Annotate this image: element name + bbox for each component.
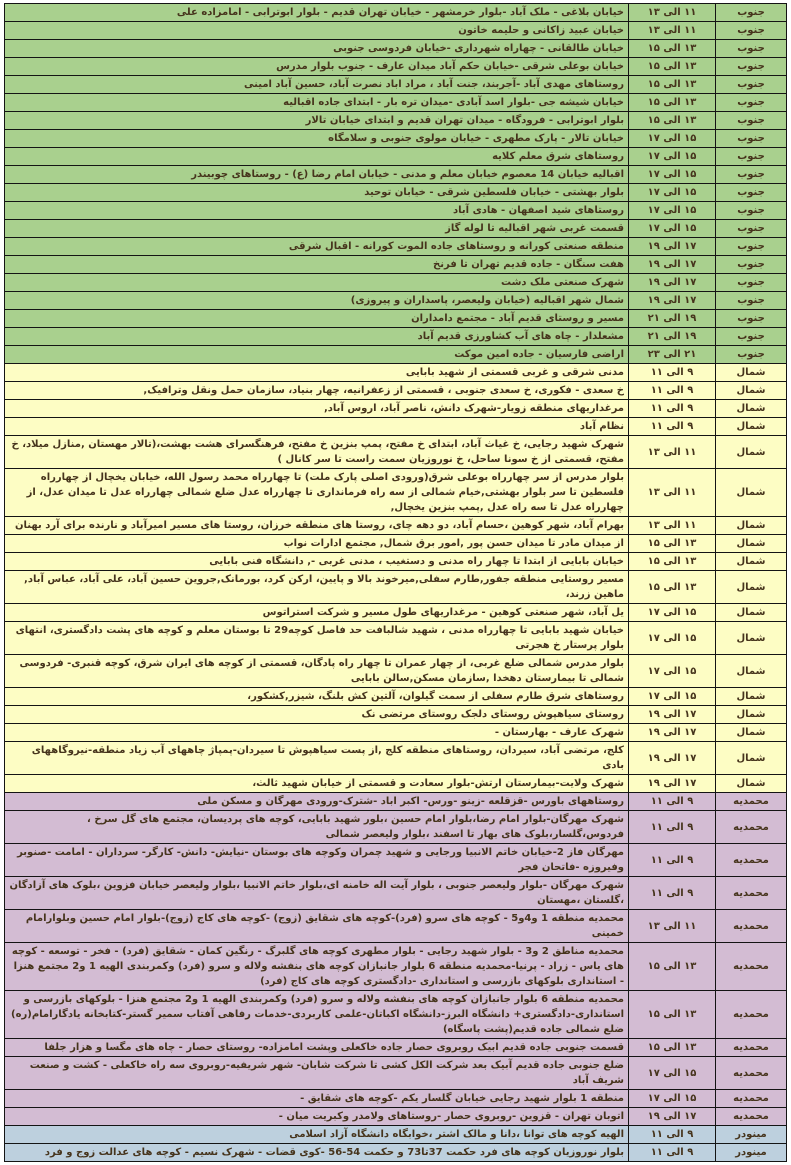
table-row	[5, 58, 787, 76]
time-cell: ۱۱ الی ۱۳	[629, 517, 716, 535]
time-cell: ۱۵ الی ۱۷	[629, 130, 716, 148]
region-cell: شمال	[716, 688, 787, 706]
outage-schedule-table	[4, 3, 787, 1162]
time-cell: ۱۵ الی ۱۷	[629, 622, 716, 655]
time-cell: ۱۱ الی ۱۳	[629, 4, 716, 22]
region-cell: محمدیه	[716, 811, 787, 844]
table-row	[5, 688, 787, 706]
region-cell: محمدیه	[716, 943, 787, 991]
table-row	[5, 364, 787, 382]
area-cell: محمدیه مناطق 2 و3 - بلوار شهید رجایی - بلوار مطهری کوچه های گلبرگ - رنگین کمان - شقایق (فرد) - فخر - توسعه - کوچه های یاس - زراد - پرنیا-محمدیه منطقه 6 بلوار جانبازان کوچه های بنفشه ولاله و سرو (فرد) وکمربندی الهیه 1 و2 مجتمع هنزا - استانداری بلوکهای بازرسی و استانداری -دادگستری کوچه های کاج (فرد)	[5, 943, 629, 991]
area-cell: کلج، مرتضی آباد، سیردان، روستاهای منطقه کلج ,از پست سیاهپوش تا سیردان-پمپاژ چاههای آب زیاد منطقه-نیروگاههای بادی	[5, 742, 629, 775]
table-row	[5, 4, 787, 22]
table-row	[5, 148, 787, 166]
area-cell: محمدیه منطقه 1 و4و5 - کوچه های سرو (فرد)-کوچه های شقایق (زوج) -کوچه های کاج (زوج)-بلوار امام حسین وبلوارامام خمینی	[5, 910, 629, 943]
region-cell: شمال	[716, 364, 787, 382]
time-cell: ۱۳ الی ۱۵	[629, 112, 716, 130]
time-cell: ۹ الی ۱۱	[629, 1126, 716, 1144]
region-cell: محمدیه	[716, 1108, 787, 1126]
table-row	[5, 400, 787, 418]
area-cell: مهرگان فاز 2-خیابان خاتم الانبیا ورجایی و شهید چمران وکوچه های بوستان -نیایش- دانش- کارگر- سرداران - امامت -صنوبر وفیروزه -فاتحان فجر	[5, 844, 629, 877]
region-cell: جنوب	[716, 220, 787, 238]
time-cell: ۹ الی ۱۱	[629, 382, 716, 400]
table-row	[5, 655, 787, 688]
time-cell: ۱۳ الی ۱۵	[629, 94, 716, 112]
region-cell: شمال	[716, 571, 787, 604]
area-cell: شهرک مهرگان -بلوار ولیعصر جنوبی ، بلوار آیت اله خامنه ای،بلوار خاتم الانبیا ،بلوار ولیعصر خیابان فزوین ،بلوک های آزادگان ،گلستان ،مهستان	[5, 877, 629, 910]
table-row	[5, 553, 787, 571]
region-cell: شمال	[716, 418, 787, 436]
region-cell: شمال	[716, 382, 787, 400]
region-cell: جنوب	[716, 274, 787, 292]
area-cell: یل آباد، شهر صنعتی کوهین - مرغداریهای طول مسیر و شرکت استراتوس	[5, 604, 629, 622]
region-cell: شمال	[716, 706, 787, 724]
region-cell: محمدیه	[716, 1090, 787, 1108]
time-cell: ۱۱ الی ۱۳	[629, 22, 716, 40]
table-row	[5, 436, 787, 469]
region-cell: جنوب	[716, 292, 787, 310]
area-cell: روستاهای شید اصفهان - هادی آباد	[5, 202, 629, 220]
time-cell: ۱۷ الی ۱۹	[629, 742, 716, 775]
region-cell: جنوب	[716, 130, 787, 148]
time-cell: ۱۳ الی ۱۵	[629, 943, 716, 991]
table-row	[5, 535, 787, 553]
region-cell: جنوب	[716, 202, 787, 220]
area-cell: خیابان طالقانی - چهاراه شهرداری -خیابان فردوسی جنوبی	[5, 40, 629, 58]
time-cell: ۱۷ الی ۱۹	[629, 274, 716, 292]
time-cell: ۱۵ الی ۱۷	[629, 202, 716, 220]
region-cell: جنوب	[716, 4, 787, 22]
region-cell: جنوب	[716, 328, 787, 346]
region-cell: جنوب	[716, 112, 787, 130]
table-row	[5, 112, 787, 130]
time-cell: ۹ الی ۱۱	[629, 1144, 716, 1162]
region-cell: شمال	[716, 469, 787, 517]
area-cell: خیابان تالار - پارک مطهری - خیابان مولوی جنوبی و سلامگاه	[5, 130, 629, 148]
area-cell: اراضی فارسیان - جاده امین موکت	[5, 346, 629, 364]
time-cell: ۱۳ الی ۱۵	[629, 553, 716, 571]
table-row	[5, 622, 787, 655]
table-row	[5, 130, 787, 148]
region-cell: جنوب	[716, 76, 787, 94]
region-cell: شمال	[716, 517, 787, 535]
time-cell: ۹ الی ۱۱	[629, 844, 716, 877]
table-row	[5, 1126, 787, 1144]
region-cell: محمدیه	[716, 1039, 787, 1057]
outage-table-body	[5, 4, 787, 1162]
time-cell: ۱۵ الی ۱۷	[629, 1090, 716, 1108]
area-cell: الهیه کوچه های توانا ،دانا و مالک اشتر ،خوابگاه دانشگاه آزاد اسلامی	[5, 1126, 629, 1144]
area-cell: خیابان شیشه جی -بلوار اسد آبادی -میدان تره بار - ابتدای جاده اقبالیه	[5, 94, 629, 112]
table-row	[5, 706, 787, 724]
region-cell: شمال	[716, 724, 787, 742]
area-cell: روستاهای مهدی آباد -آجربند، جنت آباد ، مراد اباد نصرت آباد، حسین آباد امینی	[5, 76, 629, 94]
time-cell: ۱۷ الی ۱۹	[629, 1108, 716, 1126]
time-cell: ۱۳ الی ۱۵	[629, 535, 716, 553]
time-cell: ۱۵ الی ۱۷	[629, 184, 716, 202]
area-cell: نظام آباد	[5, 418, 629, 436]
area-cell: شهرک مهرگان-بلوار امام رضا،بلوار امام حسین ،بلور شهید بابایی، کوچه های پردیسان، مجتمع های گل سرخ ، فردوس،گلسار،بلوک های بهار تا اسفند ،بلوار ولیعصر شمالی	[5, 811, 629, 844]
time-cell: ۹ الی ۱۱	[629, 877, 716, 910]
table-row	[5, 418, 787, 436]
time-cell: ۱۱ الی ۱۳	[629, 910, 716, 943]
region-cell: مینودر	[716, 1144, 787, 1162]
time-cell: ۲۱ الی ۲۳	[629, 346, 716, 364]
time-cell: ۱۹ الی ۲۱	[629, 328, 716, 346]
area-cell: خیابان عبید زاکانی و حلیمه خاتون	[5, 22, 629, 40]
time-cell: ۱۳ الی ۱۵	[629, 991, 716, 1039]
table-row	[5, 274, 787, 292]
area-cell: خیابان شهید بابایی تا چهارراه مدنی ، شهید شالبافت حد فاصل کوچه29 تا بوستان معلم و کوچه های پشت دادگستری، انتهای بلوار پرستار خ هجرتی	[5, 622, 629, 655]
time-cell: ۱۵ الی ۱۷	[629, 1057, 716, 1090]
table-row	[5, 166, 787, 184]
time-cell: ۱۷ الی ۱۹	[629, 775, 716, 793]
area-cell: قسمت جنوبی جاده قدیم ابیک روبروی حصار جاده خاکعلی وپشت امامزاده- روستای حصار - چاه های مگسا و هزار جلفا	[5, 1039, 629, 1057]
region-cell: جنوب	[716, 94, 787, 112]
table-row	[5, 256, 787, 274]
area-cell: قسمت غربی شهر اقبالیه تا لوله گاز	[5, 220, 629, 238]
area-cell: روستاهای شرق طارم سفلی از سمت گیلوان، آلتین کش بلنگ، شیزر,کشکور،	[5, 688, 629, 706]
area-cell: منطقه 1 بلوار شهید رجایی خیابان گلسار یکم -کوچه های شقایق -	[5, 1090, 629, 1108]
table-row	[5, 1057, 787, 1090]
area-cell: شهرک ولایت-بیمارستان ارتش-بلوار سعادت و قسمتی از خیابان شهید ثالث،	[5, 775, 629, 793]
table-row	[5, 94, 787, 112]
time-cell: ۱۹ الی ۲۱	[629, 310, 716, 328]
area-cell: خیابان بلاغی - ملک آباد -بلوار خرمشهر - خیابان تهران قدیم - بلوار ابوترابی - امامزاده علی	[5, 4, 629, 22]
area-cell: شمال شهر اقبالیه (خیابان ولیعصر، پاسداران و پیروزی)	[5, 292, 629, 310]
region-cell: محمدیه	[716, 844, 787, 877]
table-row	[5, 382, 787, 400]
region-cell: جنوب	[716, 346, 787, 364]
region-cell: مینودر	[716, 1126, 787, 1144]
area-cell: مشعلدار - چاه های آب کشاورزی قدیم آباد	[5, 328, 629, 346]
time-cell: ۱۳ الی ۱۵	[629, 76, 716, 94]
area-cell: بلوار مدرس از سر چهارراه بوعلی شرق(ورودی اصلی پارک ملت) تا چهارراه محمد رسول الله، خیابان یخچال از چهارراه فلسطین تا سر بلوار بهشتی,خیام شمالی از سه راه فرمانداری تا چهارراه عدل ضلع شمالی چهارراه عدل تا میدان عدل، از چهارراه عدل تا سه راه عدل ,پمپ بنزین یخچال,	[5, 469, 629, 517]
time-cell: ۱۵ الی ۱۷	[629, 655, 716, 688]
time-cell: ۱۳ الی ۱۵	[629, 58, 716, 76]
region-cell: شمال	[716, 553, 787, 571]
table-row	[5, 517, 787, 535]
region-cell: شمال	[716, 604, 787, 622]
area-cell: خ سعدی - فکوری، خ سعدی جنوبی ، قسمتی از زعفرانیه، چهار بنیاد، سازمان حمل ونقل وترافیک,	[5, 382, 629, 400]
region-cell: شمال	[716, 436, 787, 469]
table-row	[5, 943, 787, 991]
table-row	[5, 469, 787, 517]
region-cell: محمدیه	[716, 877, 787, 910]
area-cell: مسیر روستایی منطقه جفور,طارم سفلی,میرخوند بالا و پایین، ارکن کرد، بورمانک,جروین حسین آباد، علی آباد، عباس آباد, ماهین زرند،	[5, 571, 629, 604]
table-row	[5, 775, 787, 793]
time-cell: ۱۷ الی ۱۹	[629, 292, 716, 310]
time-cell: ۱۱ الی ۱۳	[629, 436, 716, 469]
region-cell: جنوب	[716, 148, 787, 166]
time-cell: ۹ الی ۱۱	[629, 364, 716, 382]
table-row	[5, 1144, 787, 1162]
region-cell: جنوب	[716, 184, 787, 202]
table-row	[5, 1039, 787, 1057]
area-cell: شهرک عارف - بهارستان -	[5, 724, 629, 742]
region-cell: جنوب	[716, 58, 787, 76]
area-cell: شهرک شهید رجایی، خ غیاث آباد، ابتدای خ مفتح، پمپ بنزین خ مفتح، فرهنگسرای هشت بهشت،(تالار مهستان ,منازل میلاد، خ مفتح، قسمتی از خ سونا ساحل، خ نوروزیان سمت راست تا سر کانال )	[5, 436, 629, 469]
time-cell: ۱۵ الی ۱۷	[629, 220, 716, 238]
region-cell: محمدیه	[716, 910, 787, 943]
area-cell: خیابان بوعلی شرقی -خیابان حکم آباد میدان عارف - جنوب بلوار مدرس	[5, 58, 629, 76]
time-cell: ۱۳ الی ۱۵	[629, 40, 716, 58]
table-row	[5, 604, 787, 622]
time-cell: ۹ الی ۱۱	[629, 811, 716, 844]
region-cell: شمال	[716, 655, 787, 688]
region-cell: شمال	[716, 622, 787, 655]
table-row	[5, 40, 787, 58]
area-cell: بلوار بهشتی - خیابان فلسطین شرقی - خیابان توحید	[5, 184, 629, 202]
table-row	[5, 742, 787, 775]
table-row	[5, 22, 787, 40]
time-cell: ۱۷ الی ۱۹	[629, 706, 716, 724]
area-cell: روستای سیاهپوش روستای دلجک روستای مرتضی نک	[5, 706, 629, 724]
region-cell: جنوب	[716, 238, 787, 256]
region-cell: محمدیه	[716, 1057, 787, 1090]
table-row	[5, 877, 787, 910]
table-row	[5, 76, 787, 94]
time-cell: ۱۷ الی ۱۹	[629, 724, 716, 742]
time-cell: ۱۷ الی ۱۹	[629, 256, 716, 274]
area-cell: بلوار مدرس شمالی ضلع غربی، از چهار عمران تا چهار راه پادگان، قسمتی از کوچه های ایران شرق، کوچه قنبری- فردوسی شمالی تا بیمارستان دهخدا ,سازمان مسکن,سالن بابایی	[5, 655, 629, 688]
time-cell: ۱۳ الی ۱۵	[629, 571, 716, 604]
time-cell: ۱۵ الی ۱۷	[629, 688, 716, 706]
area-cell: بلوار نوروزیان کوچه های فرد حکمت 37تا73 و حکمت 54-56 -کوی قضات - شهرک نسیم - کوچه های عدالت زوج و فرد	[5, 1144, 629, 1162]
area-cell: مرغداریهای منطقه زویار-شهرک دانش، ناصر آباد، اروس آباد,	[5, 400, 629, 418]
area-cell: روستاههای باورس -قزقلعه -زینو -ورس- اکبر اباد -شترک-ورودی مهرگان و مسکن ملی	[5, 793, 629, 811]
time-cell: ۱۵ الی ۱۷	[629, 604, 716, 622]
area-cell: از میدان مادر تا میدان حسن پور ,امور برق شمال, مجتمع ادارات نواب	[5, 535, 629, 553]
table-row	[5, 202, 787, 220]
area-cell: بهرام آباد، شهر کوهین ،حسام آباد، دو دهه چای، روستا های منطقه خرزان، روستا های مسیر امیرآباد و نارنده برای آرد بهنان	[5, 517, 629, 535]
area-cell: منطقه صنعتی کورانه و روستاهای جاده الموت کورانه - اقبال شرقی	[5, 238, 629, 256]
region-cell: شمال	[716, 400, 787, 418]
area-cell: مسیر و روستای قدیم آباد - مجتمع دامداران	[5, 310, 629, 328]
area-cell: بلوار ابوترابی - فرودگاه - میدان تهران قدیم و ابتدای خیابان تالار	[5, 112, 629, 130]
table-row	[5, 724, 787, 742]
table-row	[5, 184, 787, 202]
area-cell: شهرک صنعتی ملک دشت	[5, 274, 629, 292]
area-cell: هفت سنگان - جاده قدیم تهران تا فرنخ	[5, 256, 629, 274]
time-cell: ۹ الی ۱۱	[629, 418, 716, 436]
table-row	[5, 292, 787, 310]
area-cell: اتوبان تهران - قزوین -روبروی حصار -روستاهای ولامدر وکبریت میان -	[5, 1108, 629, 1126]
table-row	[5, 793, 787, 811]
region-cell: محمدیه	[716, 793, 787, 811]
area-cell: مدنی شرقی و غربی قسمتی از شهید بابایی	[5, 364, 629, 382]
area-cell: ضلع جنوبی جاده قدیم آبیک بعد شرکت الکل کشی تا شرکت شابان- شهر شریفیه-روبروی سه راه خاکعلی - کشت و صنعت شریف آباد	[5, 1057, 629, 1090]
table-row	[5, 310, 787, 328]
time-cell: ۱۳ الی ۱۵	[629, 1039, 716, 1057]
time-cell: ۱۵ الی ۱۷	[629, 166, 716, 184]
region-cell: شمال	[716, 742, 787, 775]
area-cell: اقبالیه خیابان 14 معصوم خیابان معلم و مدنی - خیابان امام رضا (ع) - روستاهای چوبیندر	[5, 166, 629, 184]
table-row	[5, 1108, 787, 1126]
time-cell: ۱۱ الی ۱۳	[629, 469, 716, 517]
region-cell: شمال	[716, 775, 787, 793]
time-cell: ۹ الی ۱۱	[629, 400, 716, 418]
region-cell: جنوب	[716, 256, 787, 274]
table-row	[5, 238, 787, 256]
region-cell: جنوب	[716, 310, 787, 328]
time-cell: ۹ الی ۱۱	[629, 793, 716, 811]
area-cell: محمدیه منطقه 6 بلوار جانبازان کوچه های بنفشه ولاله و سرو (فرد) وکمربندی الهیه 1 و2 مجتمع هنزا - بلوکهای بازرسی و استانداری-دادگستری+ دانشگاه البرز-دانشگاه اکباتان-علمی کاربردی-خدمات رفاهی آفتاب سمیر گستر-کتابخانه یادگارامام(ره) ضلع شمالی جاده قدیم(پشت پاسگاه)	[5, 991, 629, 1039]
table-row	[5, 910, 787, 943]
table-row	[5, 571, 787, 604]
time-cell: ۱۷ الی ۱۹	[629, 238, 716, 256]
region-cell: شمال	[716, 535, 787, 553]
region-cell: محمدیه	[716, 991, 787, 1039]
table-row	[5, 346, 787, 364]
time-cell: ۱۵ الی ۱۷	[629, 148, 716, 166]
table-row	[5, 991, 787, 1039]
region-cell: جنوب	[716, 22, 787, 40]
table-row	[5, 328, 787, 346]
area-cell: روستاهای شرق معلم کلایه	[5, 148, 629, 166]
table-row	[5, 811, 787, 844]
area-cell: خیابان بابایی از ابتدا تا چهار راه مدنی و دستغیب ، مدنی غربی -, دانشگاه فنی بابایی	[5, 553, 629, 571]
region-cell: جنوب	[716, 40, 787, 58]
region-cell: جنوب	[716, 166, 787, 184]
table-row	[5, 844, 787, 877]
table-row	[5, 220, 787, 238]
table-row	[5, 1090, 787, 1108]
